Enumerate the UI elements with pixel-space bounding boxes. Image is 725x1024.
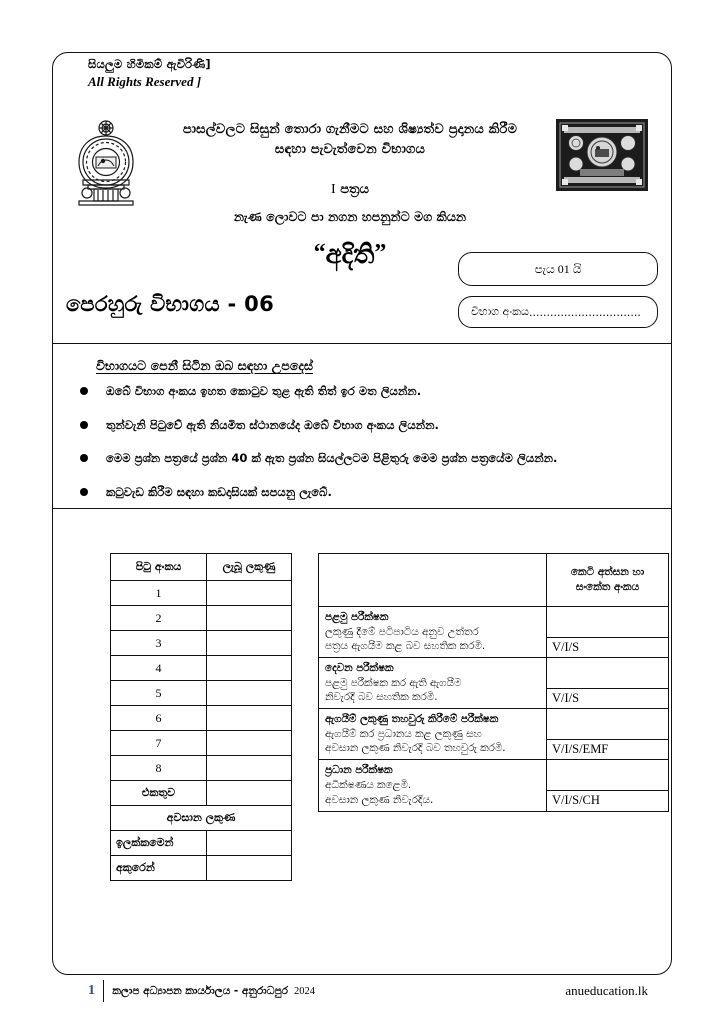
signature-entry-cell[interactable] [547,658,669,689]
examiner-role-title: පළමු පරීක්ෂක [325,611,389,623]
page-title: පෙරහුරු විභාගය - 06 [66,292,275,316]
bullet-icon [80,488,88,496]
total-label: එකතුව [111,781,207,806]
rights-reserved-sinhala: සියලුම හිමිකම් ඇවිරිණි] [88,57,211,71]
marks-entry-cell[interactable] [207,631,292,656]
table-row [111,656,292,681]
footer-office [112,985,315,998]
examiner-role-line-2: අවසාන ලකුණ නිවැරදි බව තහවුරු කරමි. [325,742,506,755]
signature-header-line-1: කෙටි අත්සන හා [570,566,645,579]
final-mark-words-label: අකුරෙන් [111,856,207,881]
column-header-signature-code [547,554,669,607]
examiner-role-line-2: නිවැරදි බව සහතික කරමි. [325,691,438,704]
footer-page-number: 1 [88,983,95,998]
page-number-cell: 7 [111,731,207,756]
final-mark-numerals-label: ඉලක්කමෙන් [111,831,207,856]
table-row-examiner [319,658,669,689]
list-item [74,384,654,400]
signature-entry-cell[interactable] [547,760,669,791]
duration-value: 01 [557,261,570,276]
instruction-text: කටුවැඩ කිරීම සඳහා කඩදාසියක් සපයනු ලැබේ. [106,484,332,499]
exam-authority-heading [150,120,550,161]
department-of-examinations-logo-icon [556,119,648,191]
page-number-cell: 6 [111,706,207,731]
examiner-role-title: ප්‍රධාන පරීක්ෂක [325,764,393,777]
examiner-role-title: ඇගයීම් ලකුණු තහවුරු කිරීමේ පරීක්ෂක [325,713,499,726]
examiner-role-line-1: අධීක්ෂණය කළෙමි. [325,779,412,792]
examiner-role-verifier [319,709,547,760]
rights-reserved-block [88,56,211,92]
marks-entry-cell[interactable] [207,581,292,606]
authority-line-2: සඳහා පැවැත්වෙන විභාගය [274,142,426,158]
table-row-examiner [319,709,669,740]
marks-entry-cell[interactable] [207,731,292,756]
examiner-code: V/I/S/EMF [547,740,669,760]
examiner-role-line-1: පළමු පරීක්ෂක කර ඇති ඇගයීම [325,677,462,690]
instruction-text: තුන්වැනි පිටුවේ ඇති නියමිත ස්ථානයේද ඔබේ විභාග අංකය ලියන්න. [106,417,439,432]
table-row-final-heading [111,806,292,831]
column-header-marks-obtained: ලැබූ ලකුණු [207,554,292,581]
bullet-icon [80,421,88,429]
examiner-role-line-1: ලකුණු දීමේ පටිපාටිය අනුව උත්තර [325,626,479,639]
exam-index-number-label: විභාග අංකය [471,305,529,318]
empty-header-cell [319,554,547,607]
table-row-examiner [319,760,669,791]
rights-reserved-english: All Rights Reserved ] [88,73,202,89]
examiner-role-line-1: ඇගයීම් කර ප්‍රධානය කළ ලකුණු සහ [325,728,482,741]
table-header-row [319,554,669,607]
marks-entry-cell[interactable] [207,606,292,631]
authority-line-1: පාසල්වලට සිසුන් තොරා ගැනීමට සහ ශිෂ්‍යත්ව ප්‍රදානය කිරීම [182,122,518,137]
bullet-icon [80,454,88,462]
exam-index-number-dots: ................................ [528,305,641,319]
signature-entry-cell[interactable] [547,607,669,638]
marks-summary-table [110,553,292,881]
paper-word: පත්‍රය [340,182,369,197]
instructions-list [74,384,654,519]
page-number-cell: 3 [111,631,207,656]
instructions-heading: විභාගයට පෙනී සිටින ඔබ සඳහා උපදෙස් [96,358,314,373]
table-row [111,731,292,756]
brand-name [220,240,480,271]
page-number-cell: 2 [111,606,207,631]
examiner-role-line-2: පත්‍රය ඇගයීම කළ බව සහතික කරමි. [325,640,486,653]
page-number-cell: 1 [111,581,207,606]
quote-close: ” [374,240,387,266]
brand-tagline: නැණ ලොවට පා නගන හපනුන්ට මග කියන [233,209,467,224]
table-row [111,581,292,606]
examiner-code: V/I/S [547,637,669,657]
page-number-cell: 5 [111,681,207,706]
table-row-words [111,856,292,881]
table-row [111,706,292,731]
exam-index-number-field[interactable] [458,296,658,328]
table-row-numerals [111,831,292,856]
list-item [74,485,654,501]
page-number-cell: 8 [111,756,207,781]
table-row-total [111,781,292,806]
total-entry-cell[interactable] [207,781,292,806]
table-row-examiner [319,607,669,638]
column-header-page-number: පිටු අංකය [111,554,207,581]
quote-open: “ [313,240,326,266]
instruction-text: මෙම ප්‍රශ්න පත්‍රයේ ප්‍රශ්න 40 ක් ඇත ප්‍රශ්න සියල්ලටම පිළිතුරු මෙම ප්‍රශ්න පත්‍රයේම ලියන්න. [106,451,558,466]
bullet-icon [80,387,88,395]
table-header-row [111,554,292,581]
examiner-code: V/I/S/CH [547,791,669,811]
footer-website[interactable]: anueducation.lk [565,983,648,998]
instruction-text: ඔබේ විභාග අංකය ඉහත කොටුව තුළ ඇති තිත් ඉර මත ලියන්න. [106,384,422,398]
table-row [111,606,292,631]
duration-suffix: යි [572,261,582,276]
brand-name-text: අදිති [325,240,375,270]
marks-entry-cell[interactable] [207,706,292,731]
marks-entry-cell[interactable] [207,756,292,781]
examiner-certification-table [318,553,669,812]
examiner-role-second [319,658,547,709]
examiner-role-title: දෙවන පරීක්ෂක [325,662,394,675]
final-mark-label: අවසාන ලකුණ [111,806,292,831]
section-divider-instructions [52,343,672,344]
sri-lanka-national-emblem-icon [62,116,150,206]
page-number-cell: 4 [111,656,207,681]
final-mark-numerals-cell[interactable] [207,831,292,856]
marks-entry-cell[interactable] [207,681,292,706]
table-row [111,631,292,656]
table-row [111,756,292,781]
duration-prefix: පැය [534,261,555,276]
footer-office-name: කලාප අධ්‍යාපන කාර්යාලය - අනුරාධපුර [112,984,288,997]
table-row [111,681,292,706]
list-item [74,418,654,434]
page-footer [88,980,648,1002]
examiner-code: V/I/S [547,689,669,709]
footer-divider [103,980,104,1002]
examiner-role-first [319,607,547,658]
signature-entry-cell[interactable] [547,709,669,740]
list-item [74,451,654,467]
footer-year: 2024 [293,985,315,997]
examiner-role-chief [319,760,547,811]
marks-entry-cell[interactable] [207,656,292,681]
examiner-role-line-2: අවසාන ලකුණ නිවැරදිය. [325,793,434,806]
paper-roman-numeral: I [331,182,336,197]
exam-duration-box [458,252,658,286]
paper-number [150,182,550,198]
signature-header-line-2: සංකේත අංකය [575,581,640,593]
final-mark-words-cell[interactable] [207,856,292,881]
